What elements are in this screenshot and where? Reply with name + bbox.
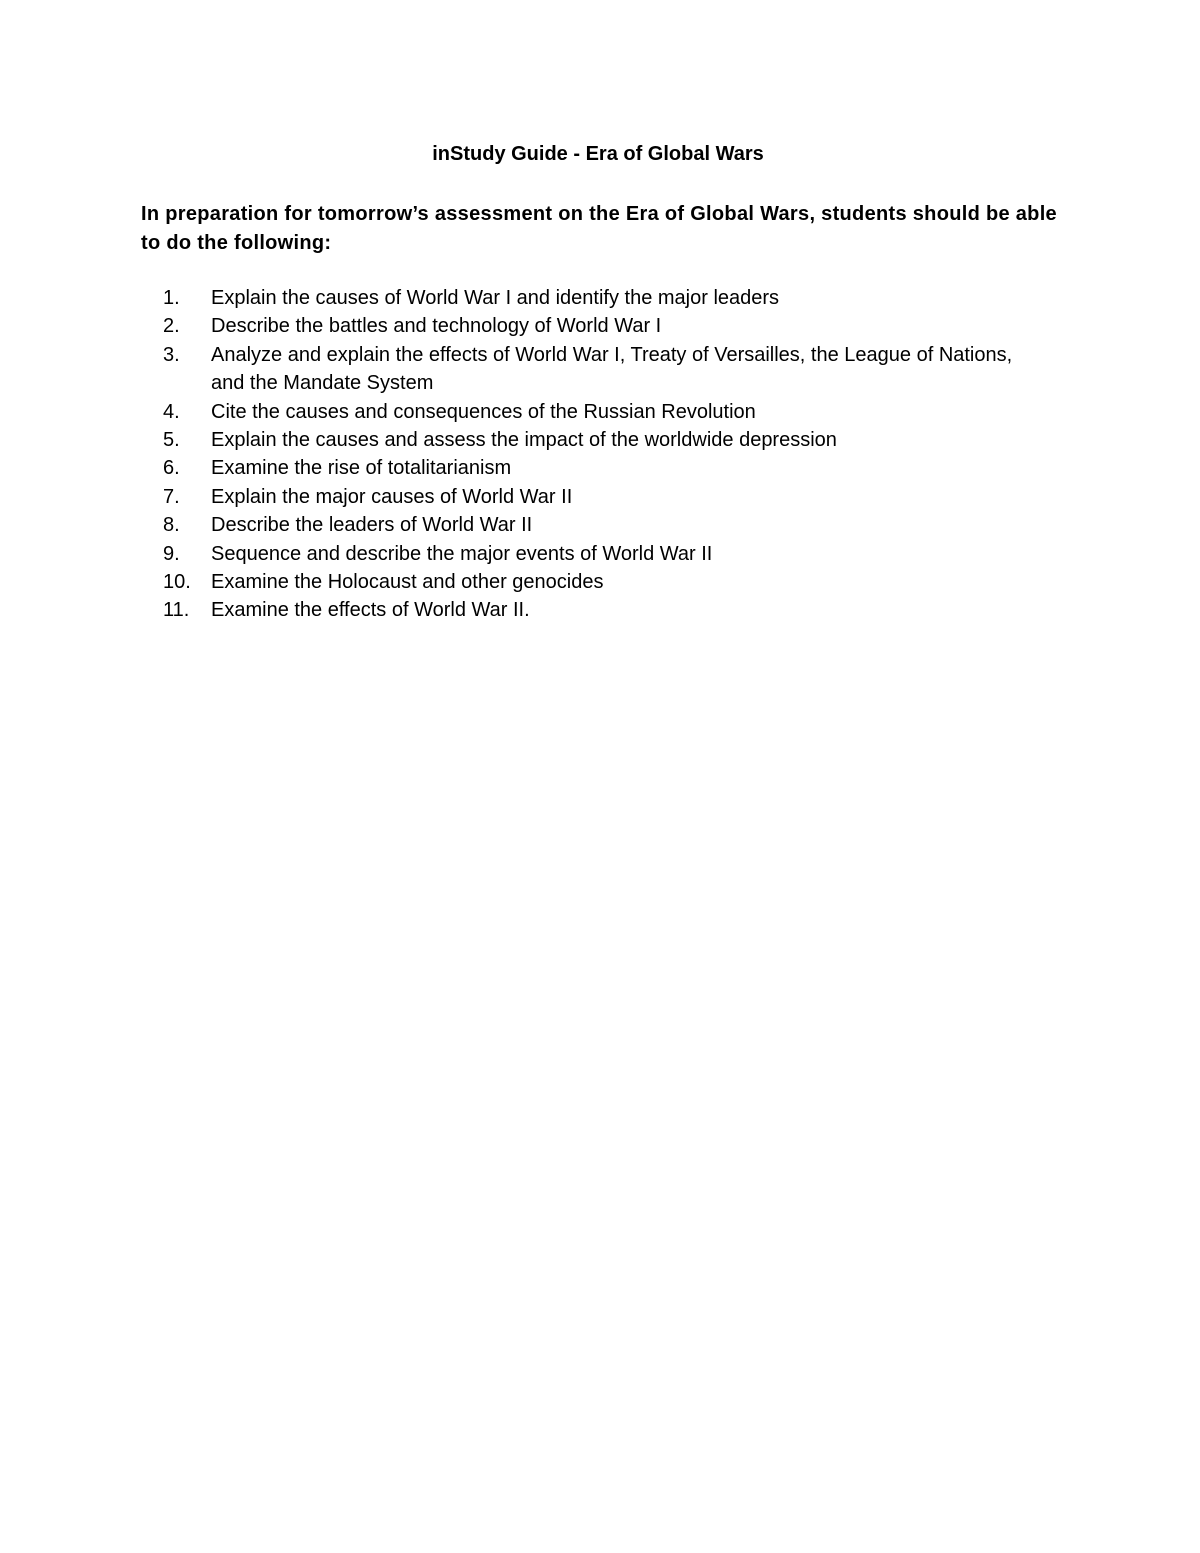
list-item: [141, 454, 1021, 482]
item-text: Examine the rise of totalitarianism: [211, 457, 512, 480]
item-text: Sequence and describe the major events of World War II: [211, 542, 713, 565]
list-item: [141, 511, 1021, 539]
list-item: [141, 483, 1021, 511]
item-number: 3.: [163, 343, 180, 366]
item-number: 2.: [163, 315, 180, 338]
item-text: Describe the battles and technology of World War I: [211, 315, 662, 338]
item-text: Describe the leaders of World War II: [211, 514, 533, 537]
list-item: [141, 284, 1021, 312]
document-title: inStudy Guide - Era of Global Wars: [432, 143, 764, 165]
list-item: [141, 398, 1021, 426]
intro-paragraph: In preparation for tomorrow’s assessment on the Era of Global Wars, students should be able to do the following:: [141, 203, 1057, 254]
list-item: [141, 540, 1021, 568]
item-number: 11.: [163, 599, 190, 622]
item-number: 1.: [163, 287, 180, 309]
item-number: 8.: [163, 514, 180, 537]
item-number: 6.: [163, 457, 180, 480]
item-text: Analyze and explain the effects of World War I, Treaty of Versailles, the League of Nations, and the Mandate System: [211, 343, 1013, 395]
list-item: [141, 596, 1021, 624]
item-text: Explain the causes of World War I and identify the major leaders: [211, 287, 780, 309]
item-number: 5.: [163, 429, 180, 452]
objectives-list: [141, 284, 1021, 625]
item-text: Examine the Holocaust and other genocides: [211, 571, 604, 594]
list-item: [141, 312, 1021, 340]
list-item: [141, 341, 1021, 398]
item-text: Cite the causes and consequences of the Russian Revolution: [211, 400, 756, 423]
item-number: 4.: [163, 400, 180, 423]
item-text: Explain the causes and assess the impact of the worldwide depression: [211, 429, 837, 452]
item-number: 7.: [163, 485, 180, 508]
item-text: Explain the major causes of World War II: [211, 485, 573, 508]
list-item: [141, 568, 1021, 596]
item-number: 9.: [163, 542, 180, 565]
item-text: Examine the effects of World War II.: [211, 599, 530, 622]
list-item: [141, 426, 1021, 454]
item-number: 10.: [163, 571, 191, 594]
